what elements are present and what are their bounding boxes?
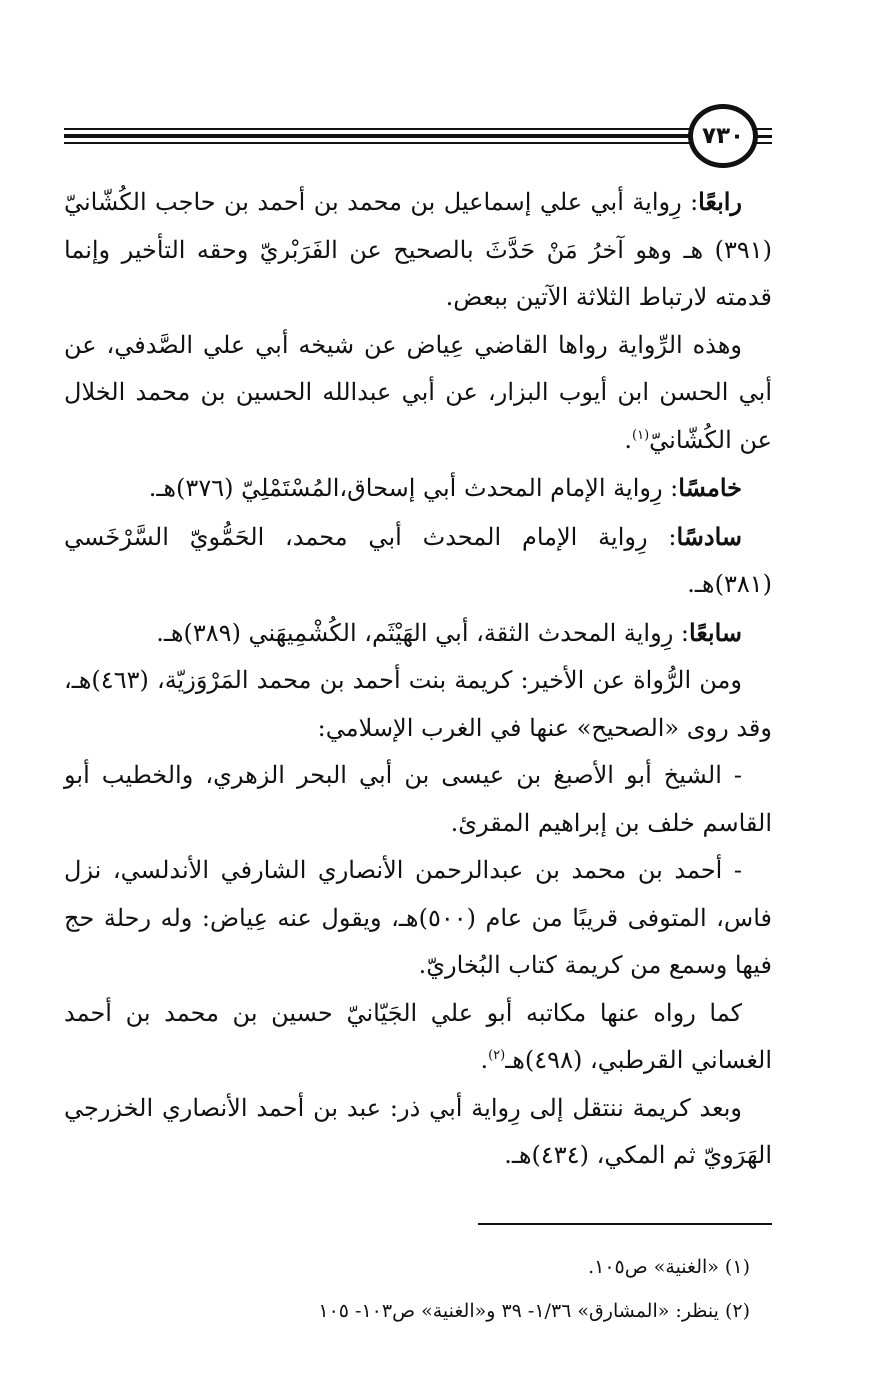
- header-rule: [64, 142, 692, 144]
- footnotes: [64, 1245, 750, 1333]
- paragraph: [64, 990, 772, 1085]
- page-body: [64, 178, 772, 1180]
- footnotes-divider: [478, 1223, 772, 1225]
- paragraph: [64, 1085, 772, 1180]
- paragraph-text: : رِواية الإمام المحدث أبي محمد، الحَمُّويّ السَّرْخَسي (٣٨١)هـ.: [64, 522, 772, 598]
- paragraph-text: كما رواه عنها مكاتبه أبو علي الجَيّانيّ حسين بن محمد بن أحمد الغساني القرطبي، (٤٩٨)هـ: [64, 998, 772, 1074]
- paragraph-text: ومن الرُّواة عن الأخير: كريمة بنت أحمد بن محمد المَرْوَزيّة، (٤٦٣)هـ، وقد روى «الصحيح» عنها في الغرب الإسلامي:: [64, 666, 772, 742]
- paragraph-text: : رِواية الإمام المحدث أبي إسحاق،المُسْتَمْلِيّ (٣٧٦)هـ.: [148, 474, 679, 502]
- section-label: رابعًا: [698, 187, 742, 216]
- paragraph-end: .: [624, 425, 632, 454]
- paragraph-text: وبعد كريمة ننتقل إلى رِواية أبي ذر: عبد بن أحمد الأنصاري الخزرجي الهَرَويّ ثم المكي، (٤٣٤)هـ.: [64, 1093, 772, 1169]
- paragraph: [64, 178, 772, 322]
- footnote-ref[interactable]: (٢): [488, 1048, 506, 1063]
- header-rule: [64, 128, 692, 130]
- paragraph-text: وهذه الرِّواية رواها القاضي عِياض عن شيخه أبي علي الصَّدفي، عن أبي الحسن ابن أيوب البزار، عن أبي عبدالله الحسين بن محمد الخلال عن الكُشّانيّ: [64, 330, 772, 454]
- paragraph: [64, 847, 772, 990]
- footnote: (١) «الغنية» ص١٠٥.: [588, 1256, 750, 1278]
- paragraph: [64, 752, 772, 847]
- paragraph: [64, 464, 772, 513]
- section-label: خامسًا: [678, 473, 742, 502]
- page-number: ٧٣٠: [688, 104, 758, 168]
- paragraph-text: : رِواية أبي علي إسماعيل بن محمد بن أحمد بن حاجب الكُشّانيّ (٣٩١) هـ وهو آخرُ مَنْ حَدَّثَ بالصحيح عن الفَرَبْريّ وحقه التأخير وإنما قدمته لارتباط الثلاثة الآتين ببعض.: [64, 188, 772, 311]
- paragraph: [64, 657, 772, 752]
- section-label: سادسًا: [676, 521, 742, 551]
- paragraph-text: - أحمد بن محمد بن عبدالرحمن الأنصاري الشارفي الأندلسي، نزل فاس، المتوفى قريبًا من عام (٥٠٠)هـ، ويقول عنه عِياض: وله رحلة حج فيها وسمع من كريمة كتاب البُخاريّ.: [64, 856, 773, 979]
- paragraph: [64, 609, 772, 658]
- footnote-ref[interactable]: (١): [632, 427, 650, 443]
- footnote: (٢) ينظر: «المشارق» ١/٣٦- ٣٩ و«الغنية» ص١٠٣- ١٠٥: [318, 1300, 750, 1322]
- paragraph-text: - الشيخ أبو الأصبغ بن عيسى بن أبي البحر الزهري، والخطيب أبو القاسم خلف بن إبراهيم المقرئ.: [64, 761, 772, 837]
- paragraph: [64, 513, 772, 609]
- header-rule: [64, 134, 692, 138]
- page-header: [64, 98, 772, 176]
- paragraph-text: : رِواية المحدث الثقة، أبي الهَيْثَم، الكُشْمِيهَني (٣٨٩)هـ.: [156, 618, 689, 647]
- section-label: سابعًا: [689, 617, 742, 647]
- paragraph-end: .: [480, 1046, 489, 1074]
- paragraph: [64, 322, 772, 465]
